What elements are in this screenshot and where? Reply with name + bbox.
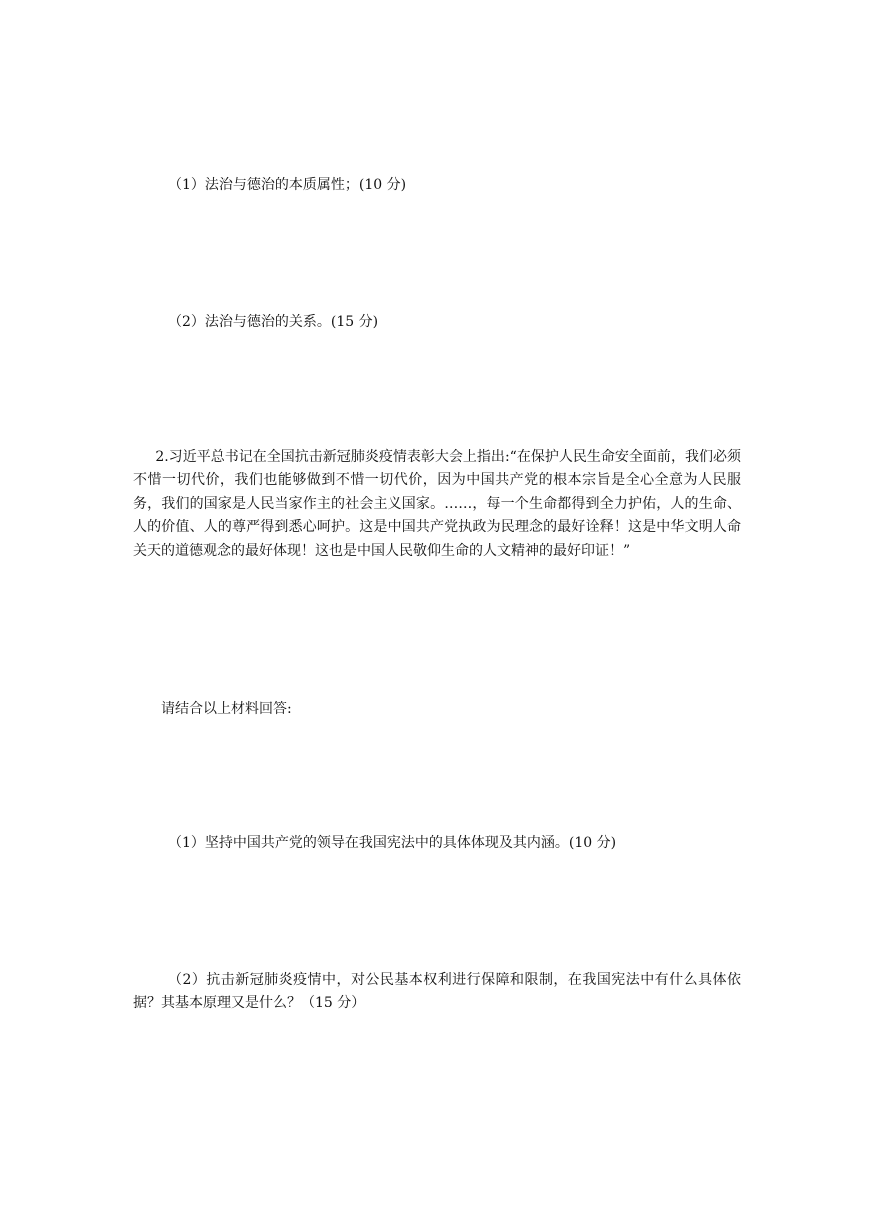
question-2-part-1: （1）坚持中国共产党的领导在我国宪法中的具体体现及其内涵。(10 分) bbox=[168, 835, 617, 851]
question-2-prompt: 请结合以上材料回答: bbox=[161, 701, 292, 717]
question-1-part-1: （1）法治与德治的本质属性；(10 分) bbox=[168, 177, 407, 193]
question-2-part-2: （2）抗击新冠肺炎疫情中，对公民基本权利进行保障和限制，在我国宪法中有什么具体依据？其基本原理又是什么？（15 分） bbox=[133, 972, 741, 1012]
question-1-part-2: （2）法治与德治的关系。(15 分) bbox=[168, 314, 379, 330]
question-2-material: 2.习近平总书记在全国抗击新冠肺炎疫情表彰大会上指出:“在保护人民生命安全面前，我们必须不惜一切代价，我们也能够做到不惜一切代价，因为中国共产党的根本宗旨是全心全意为人民服务，我们的国家是人民当家作主的社会主义国家。……，每一个生命都得到全力护佑，人的生命、人的价值、人的尊严得到悉心呵护。这是中国共产党执政为民理念的最好诠释！这是中华文明人命关天的道德观念的最好体现！这也是中国人民敬仰生命的人文精神的最好印证！” bbox=[133, 449, 741, 559]
